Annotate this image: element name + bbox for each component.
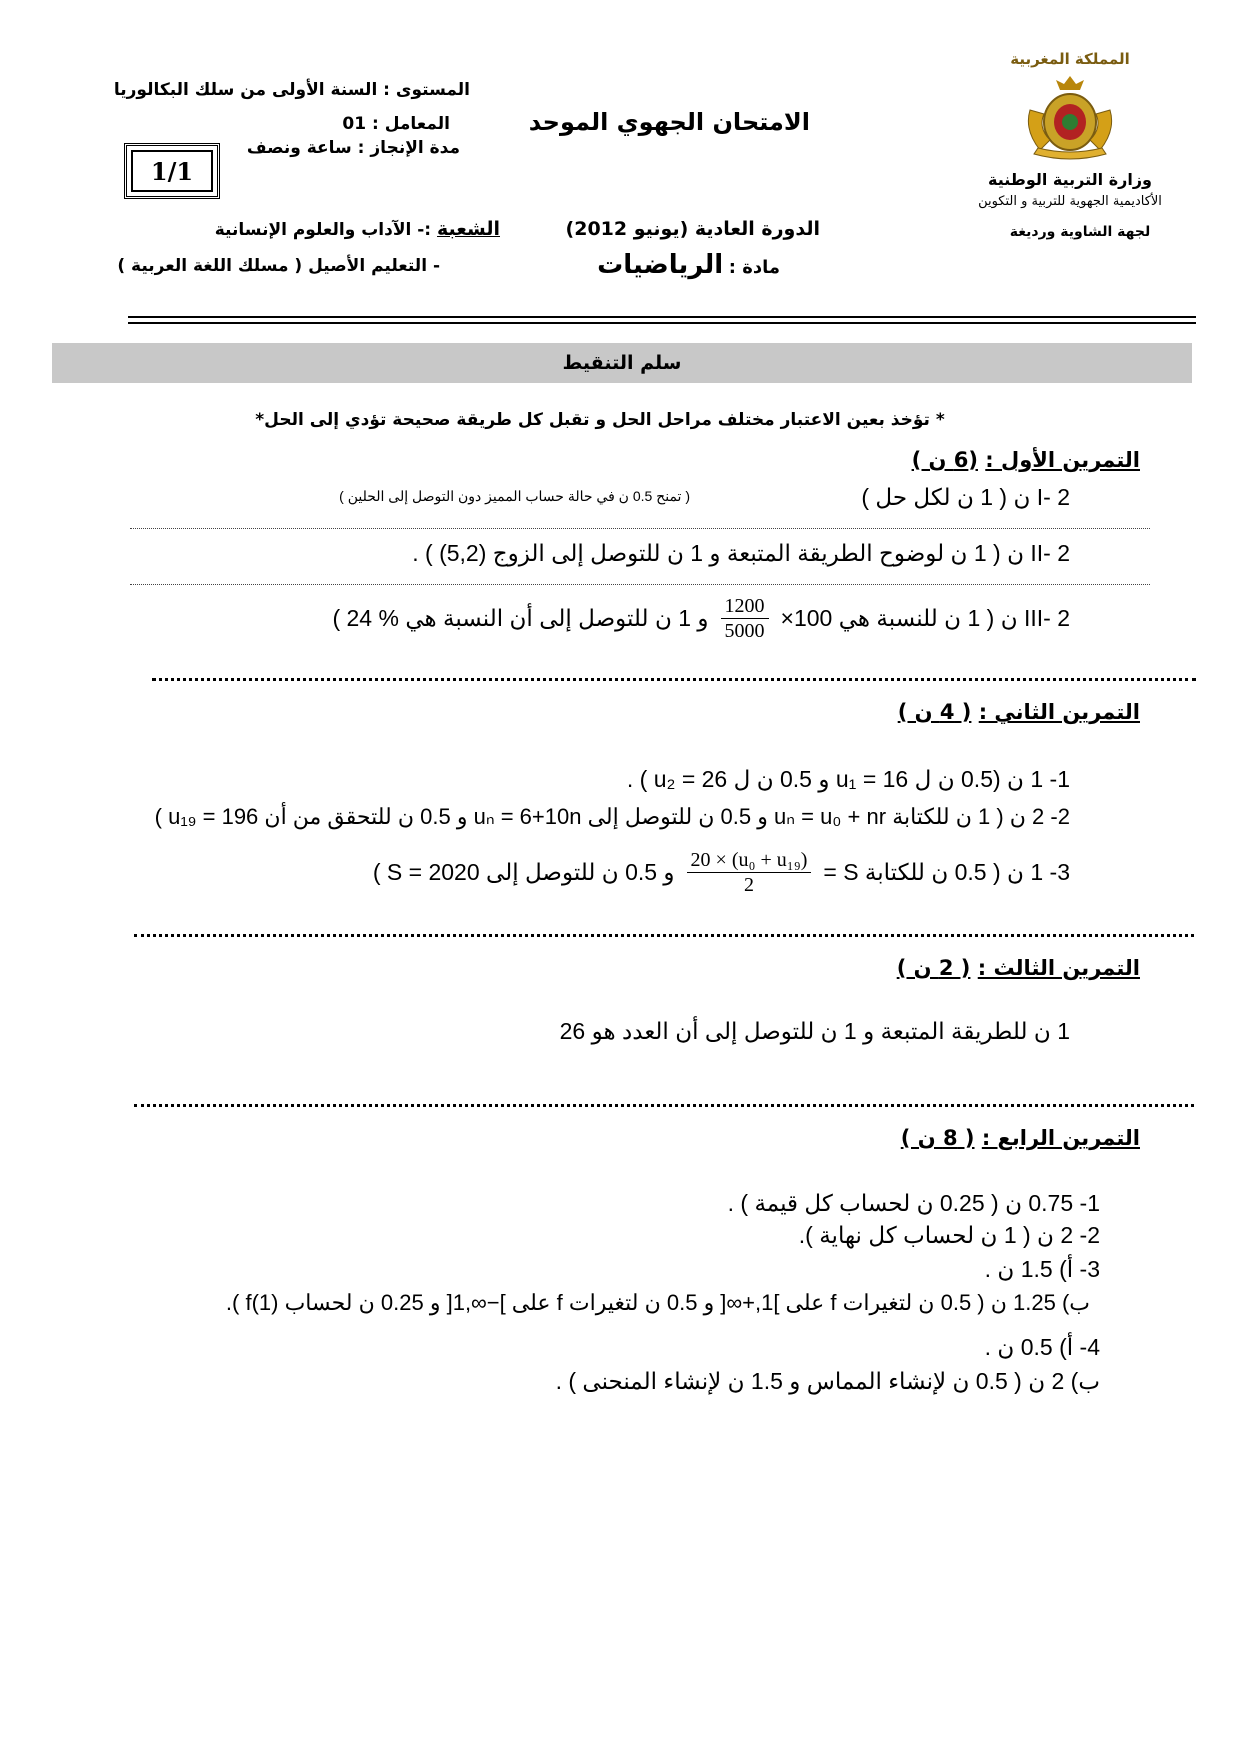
ex2-label: التمرين الثاني : [978, 700, 1140, 724]
ex1-fraction-den: 5000 [724, 620, 765, 642]
ex1-line2: II- 2 ن ( 1 ن لوضوح الطريقة المتبعة و 1 ن للتوصل إلى الزوج (5,2) ) . [412, 540, 1070, 566]
duration-label: مدة الإنجاز : ساعة ونصف [246, 138, 460, 158]
ex1-label: التمرين الأول : [985, 448, 1140, 472]
ex2-line3 [260, 848, 1070, 897]
ex1-line3-a: III- 2 ن ( 1 ن للنسبة هي 100× [780, 605, 1070, 631]
branch-value: :- الآداب والعلوم الإنسانية [214, 220, 432, 240]
ex1-heading [860, 448, 1140, 472]
ex1-fraction-num: 1200 [721, 594, 769, 619]
separator-text [128, 318, 1196, 319]
royal-emblem-icon [1010, 70, 1130, 178]
ex4-label: التمرين الرابع : [981, 1126, 1140, 1150]
subject-label: مادة : [728, 257, 780, 278]
ex4-line5: 4- أ) 0.5 ن . [984, 1334, 1100, 1360]
ministry-label: وزارة التربية الوطنية [987, 170, 1152, 189]
ex4-heading [860, 1126, 1140, 1150]
ex2-heading [860, 700, 1140, 724]
subject-row [560, 250, 780, 280]
ex2-line2: 2- 2 ن ( 1 ن للكتابة uₙ = u₀ + nr و 0.5 ن للتوصل إلى uₙ = 6+10n و 0.5 ن للتحقق من أن u₁₉ = 196 ) [154, 804, 1070, 829]
ex2-line1: 1- 1 ن (0.5 ن ل u₁ = 16 و 0.5 ن ل u₂ = 26 ) . [626, 766, 1070, 792]
ex1-divider-1 [130, 528, 1150, 529]
branch-row [190, 218, 500, 240]
ex3-heading [850, 956, 1140, 980]
ex2-end-divider [134, 934, 1194, 937]
ex4-line4: ب) 1.25 ن ( 0.5 ن لتغيرات f على ]1,+∞[ و 0.5 ن لتغيرات f على ]−∞,1[ و 0.25 ن لحساب f(1) ). [225, 1290, 1090, 1315]
grading-title-bar [52, 343, 1192, 383]
page-number-box [124, 143, 220, 199]
ex2-line3-b: و 0.5 ن للتوصل إلى S = 2020 ) [372, 859, 675, 885]
ex1-end-divider [152, 678, 1196, 681]
ex4-line6: ب) 2 ن ( 0.5 ن لإنشاء المماس و 1.5 ن لإنشاء المنحنى ) . [555, 1368, 1100, 1394]
ex2-line3-a: 3- 1 ن ( 0.5 ن للكتابة S = [823, 859, 1070, 885]
ex2-fraction-num: (u₀ + u₁₉) × 20 [687, 848, 812, 873]
coefficient-label: المعامل : 01 [342, 114, 450, 134]
region-label: لجهة الشاوية ورديغة [1009, 224, 1151, 240]
track-label: - التعليم الأصيل ( مسلك اللغة العربية ) [117, 256, 440, 276]
kingdom-label: المملكة المغربية [1010, 50, 1130, 68]
grading-title: سلم التنقيط [562, 352, 682, 374]
ex3-end-divider [134, 1104, 1194, 1107]
ex4-points: ( 8 ن ) [900, 1126, 975, 1150]
ex1-line1-note: ( تمنح 0.5 ن في حالة حساب المميز دون التوصل إلى الحلين ) [339, 488, 690, 504]
general-note: * تؤخذ بعين الاعتبار مختلف مراحل الحل و تقبل كل طريقة صحيحة تؤدي إلى الحل* [255, 410, 945, 430]
ex3-points: ( 2 ن ) [896, 956, 971, 980]
level-label: المستوى : السنة الأولى من سلك البكالوريا [113, 80, 470, 100]
ex1-line3-b: و 1 ن للتوصل إلى أن النسبة هي % 24 ) [332, 605, 709, 631]
ex2-fraction [687, 848, 812, 897]
ex1-fraction [721, 594, 769, 643]
branch-label: الشعبة [437, 218, 500, 240]
ex1-points: (6 ن ) [911, 448, 978, 472]
page-number: 1/1 [131, 150, 213, 192]
ex2-points: ( 4 ن ) [897, 700, 972, 724]
academy-label: الأكاديمية الجهوية للتربية و التكوين [978, 194, 1162, 209]
ex2-fraction-den: 2 [743, 874, 754, 896]
exam-title: الامتحان الجهوي الموحد [528, 108, 810, 136]
session-label: الدورة العادية (يونيو 2012) [565, 218, 820, 240]
ex1-divider-2 [130, 584, 1150, 585]
ex4-line3: 3- أ) 1.5 ن . [984, 1256, 1100, 1282]
subject-value: الرياضيات [597, 250, 724, 280]
ex1-line3 [300, 594, 1070, 643]
ex4-line2: 2- 2 ن ( 1 ن لحساب كل نهاية ). [798, 1222, 1100, 1248]
ex4-line1: 1- 0.75 ن ( 0.25 ن لحساب كل قيمة ) . [727, 1190, 1100, 1216]
ex1-line1: I- 2 ن ( 1 ن لكل حل ) [861, 484, 1070, 510]
ex3-line1: 1 ن للطريقة المتبعة و 1 ن للتوصل إلى أن العدد هو 26 [559, 1018, 1070, 1044]
ex3-label: التمرين الثالث : [977, 956, 1140, 980]
